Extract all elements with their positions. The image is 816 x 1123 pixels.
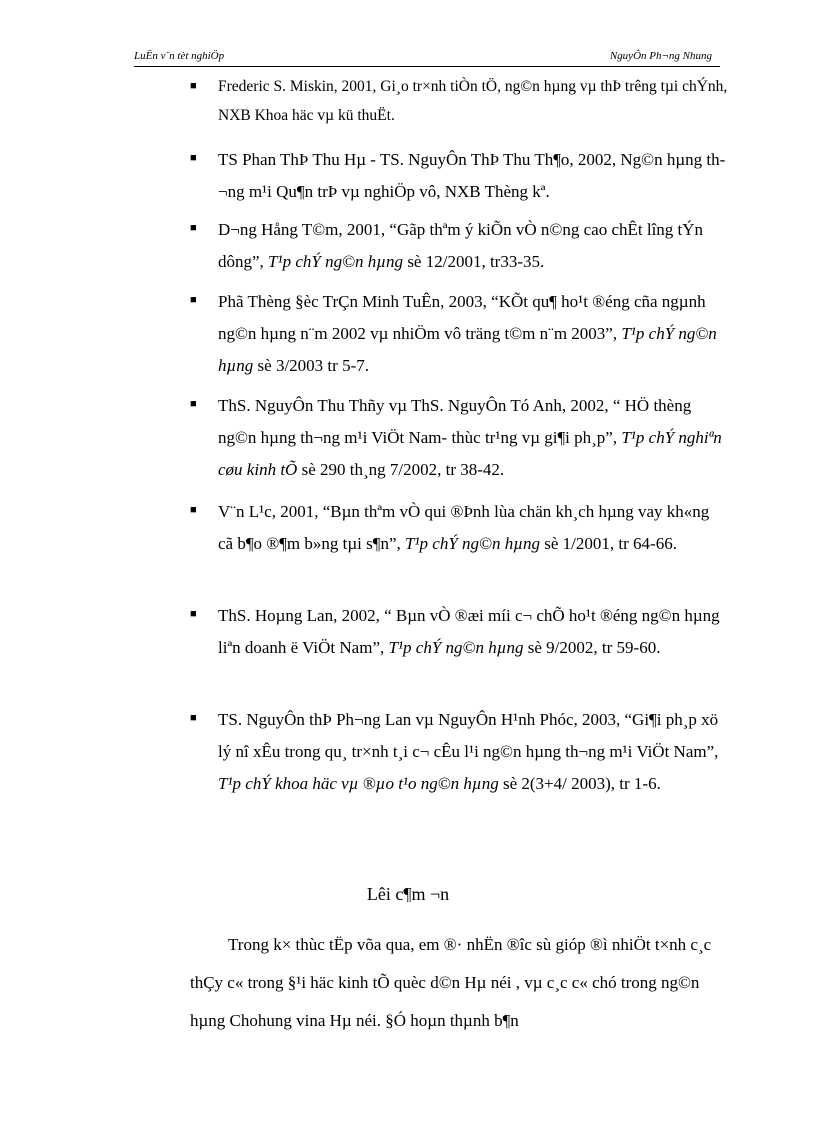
reference-text [218,144,728,208]
reference-part: sè 3/2003 tr 5-7. [253,356,369,375]
bullet-icon: ■ [190,608,197,620]
reference-part: Frederic S. Miskin, 2001, Gi¸o tr×nh tiÒn tÖ, ng©n hµng vµ thÞ trêng tµi chÝnh, NXB Khoa häc vµ kü thuËt. [218,78,728,124]
bullet-icon: ■ [190,712,197,724]
reference-text [218,72,728,130]
header-thesis-label: LuËn v¨n tèt nghiÖp [134,50,225,62]
reference-part: ThS. NguyÔn Thu Thñy vµ ThS. NguyÔn Tó Anh, 2002, “ HÖ thèng ng©n hµng th¬ng m¹i ViÖt Nam- thùc tr¹ng vµ gi¶i ph¸p”, [218,396,692,447]
journal-title: T¹p chÝ khoa häc vµ ®µo t¹o ng©n hµng [218,774,499,793]
reference-part: D¬ng Hång T©m, 2001, “Gãp thªm ý kiÕn vÒ n©ng cao chÊt lîng tÝn dông”, [218,220,704,271]
section-title: Lêi c¶m ¬n [366,884,450,904]
reference-part: V¨n L¹c, 2001, “Bµn thªm vÒ qui ®Þnh lùa chän kh¸ch hµng vay kh«ng cã b¶o ®¶m b»ng tµi s¶n”, [218,502,710,553]
body-paragraph: Trong k× thùc tËp võa qua, em ®· nhËn ®îc sù gióp ®ì nhiÖt t×nh c¸c thÇy c« trong §¹i häc kinh tÕ quèc d©n Hµ néi , vµ c¸c c« chó trong ng©n hµng Chohung vina Hµ néi. §Ó hoµn thµnh b¶n [190,935,712,1030]
journal-title: T¹p chÝ ng©n hµng [268,252,404,271]
bullet-icon: ■ [190,222,197,234]
reference-text [218,286,728,382]
journal-title: T¹p chÝ ng©n hµng [405,534,541,553]
bullet-icon: ■ [190,504,197,516]
reference-part: sè 12/2001, tr33-35. [403,252,545,271]
reference-text [218,390,728,486]
reference-part: sè 9/2002, tr 59-60. [523,638,661,657]
header-author-name: NguyÔn Ph¬ng Nhung [609,50,712,62]
bullet-icon: ■ [190,80,197,92]
reference-part: sè 290 th¸ng 7/2002, tr 38-42. [297,460,505,479]
journal-title: T¹p chÝ ng©n hµng [218,324,717,375]
bullet-icon: ■ [190,152,197,164]
bullet-icon: ■ [190,294,197,306]
reference-text [218,600,728,664]
reference-part: TS. NguyÔn thÞ Ph¬ng Lan vµ NguyÔn H¹nh Phóc, 2003, “Gi¶i ph¸p xö lý nî xÊu trong qu¸ tr×nh t¸i c¬ cÊu l¹i ng©n hµng th¬ng m¹i ViÖt Nam”, [218,710,719,761]
reference-part: sè 2(3+4/ 2003), tr 1-6. [498,774,661,793]
journal-title: T¹p chÝ ng©n hµng [388,638,524,657]
reference-text [218,704,728,800]
reference-part: ThS. Hoµng Lan, 2002, “ Bµn vÒ ®æi míi c¬ chÕ ho¹t ®éng ng©n hµng liªn doanh ë ViÖt Nam”, [218,606,720,657]
reference-text [218,496,728,560]
reference-part: sè 1/2001, tr 64-66. [540,534,677,553]
page-header [134,48,720,67]
bullet-icon: ■ [190,398,197,410]
journal-title: T¹p chÝ nghiªn cøu kinh tÕ [218,428,722,479]
reference-part: Phã Thèng §èc TrÇn Minh TuÊn, 2003, “KÕt qu¶ ho¹t ®éng cña ngµnh ng©n hµng n¨m 2002 vµ nhiÖm vô träng t©m n¨m 2003”, [218,292,706,343]
reference-text [218,214,728,278]
reference-part: TS Phan ThÞ Thu Hµ - TS. NguyÔn ThÞ Thu Th¶o, 2002, Ng©n hµng th¬ng m¹i Qu¶n trÞ vµ nghiÖp vô, NXB Thèng kª. [218,150,726,201]
